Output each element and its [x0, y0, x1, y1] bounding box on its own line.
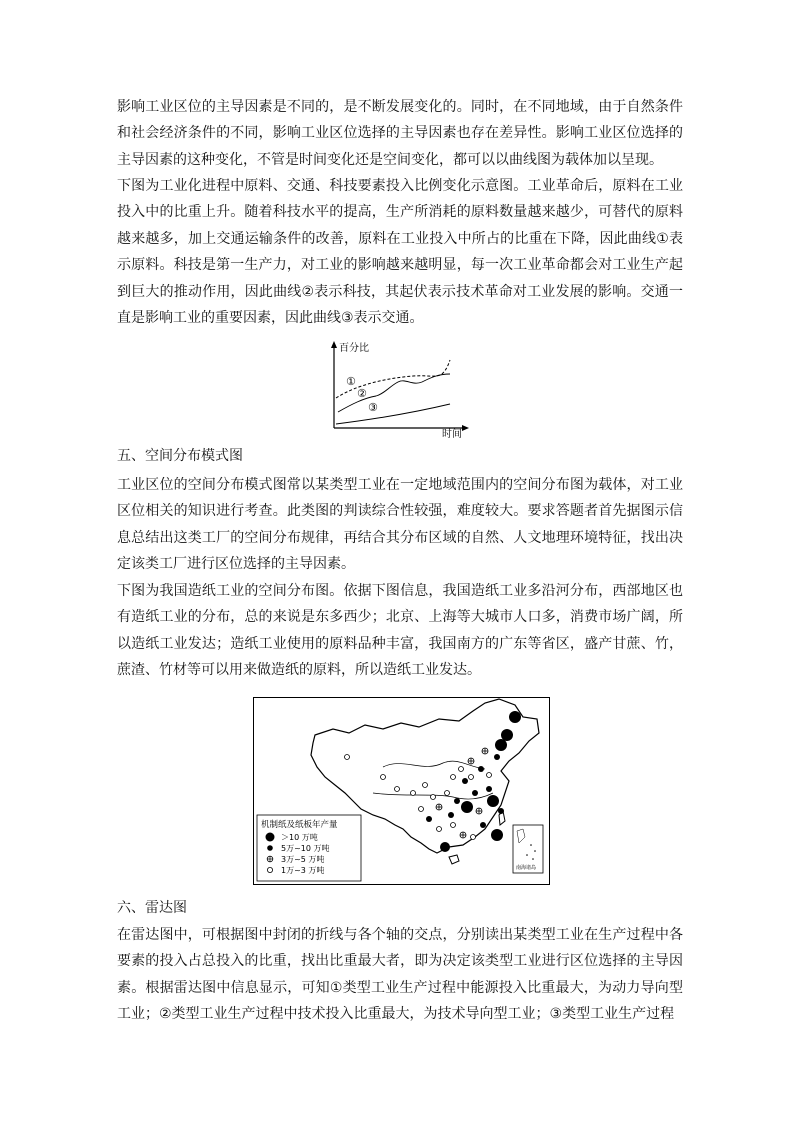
section-heading-6: 六、雷达图: [117, 900, 187, 916]
dot-medium: [494, 754, 500, 760]
dot-open: [451, 823, 456, 828]
south-sea-inset: [513, 825, 543, 873]
dot-large: [491, 829, 503, 841]
paragraph-curve-chart: 下图为工业化进程中原料、交通、科技要素投入比例变化示意图。工业革命后，原料在工业投入中的比重上升。随着科技水平的提高，生产所消耗的原料数量越来越少，可替代的原料越来越多，加上交通运输条件的改善，原料在工业投入中所占的比重在下降，因此曲线①表示原料。科技是第一生产力，对工业的影响越来越明显，每一次工业革命都会对工业生产起到巨大的推动作用，因此曲线②表示科技，其起伏表示技术革命对工业发展的影响。交通一直是影响工业的重要因素，因此曲线③表示交通。: [117, 178, 683, 327]
dot-open: [411, 791, 416, 796]
dot-open: [469, 775, 474, 780]
section-heading-5: 五、空间分布模式图: [117, 448, 243, 464]
paragraph-intro: 影响工业区位的主导因素是不同的，是不断发展变化的。同时，在不同地域，由于自然条件和社会经济条件的不同，影响工业区位选择的主导因素也存在差异性。影响工业区位选择的主导因素的这种变化，不管是时间变化还是空间变化，都可以以曲线图为载体加以呈现。: [117, 99, 683, 168]
curve-label-2: ②: [357, 387, 367, 400]
curve-transport: [336, 404, 450, 424]
curve-label-1: ①: [346, 375, 356, 388]
dot-medium: [448, 812, 454, 818]
y-axis-arrow: [331, 341, 337, 348]
legend-item-crossed: 3万~5 万吨: [281, 855, 325, 864]
dot-medium: [478, 766, 484, 772]
legend-symbol-large: [266, 833, 275, 842]
paper-industry-map: [253, 697, 550, 885]
legend-title: 机制纸及纸板年产量: [261, 820, 338, 830]
legend-symbol-medium: [267, 845, 273, 851]
paragraph-spatial-pattern: 工业区位的空间分布模式图常以某类型工业在一定地域范围内的空间分布图为载体，对工业区位相关的知识进行考查。此类图的判读综合性较强，难度较大。要求答题者首先据图示信息总结出这类工厂的空间分布规律，再结合其分布区域的自然、人文地理环境特征，找出决定该类工厂进行区位选择的主导因素。: [117, 477, 683, 573]
dot-open: [423, 783, 428, 788]
legend-symbol-open: [267, 867, 272, 872]
dot-open: [395, 787, 400, 792]
dot-open: [437, 827, 442, 832]
dot-open: [345, 755, 350, 760]
dot-medium: [486, 786, 492, 792]
dot-open: [445, 791, 450, 796]
dot-open: [459, 767, 464, 772]
x-axis-label: 时间: [442, 429, 462, 440]
dot-large: [509, 711, 521, 723]
dot-open: [381, 775, 386, 780]
dot-medium: [426, 816, 432, 822]
dot-open: [451, 775, 456, 780]
dot-large: [440, 842, 450, 852]
dot-large: [495, 739, 507, 751]
factor-curve-chart: [318, 340, 470, 440]
dot-medium: [472, 790, 478, 796]
paragraph-radar: 在雷达图中，可根据图中封闭的折线与各个轴的交点，分别读出某类型工业在生产过程中各要素的投入占总投入的比重，找出比重最大者，即为决定该类型工业进行区位选择的主导因素。根据雷达图中信息显示，可知①类型工业生产过程中能源投入比重最大，为动力导向型工业；②类型工业生产过程中技术投入比重最大，为技术导向型工业；③类型工业生产过程: [117, 927, 683, 1023]
dot-large: [501, 729, 513, 741]
legend-item-open: 1万~3 万吨: [281, 866, 325, 875]
dot-open: [419, 807, 424, 812]
legend-item-medium: 5万~10 万吨: [281, 844, 330, 853]
curve-label-3: ③: [368, 401, 378, 414]
map-legend: [257, 815, 361, 881]
dot-medium: [480, 822, 486, 828]
legend-symbol-crossed: [267, 856, 273, 862]
legend-item-large: ＞10 万吨: [281, 833, 318, 842]
x-axis-arrow: [462, 425, 469, 431]
dot-large: [461, 801, 473, 813]
dot-large: [487, 795, 499, 807]
paragraph-paper-industry: 下图为我国造纸工业的空间分布图。依据下图信息，我国造纸工业多沿河分布，西部地区也有造纸工业的分布，总的来说是东多西少；北京、上海等大城市人口多，消费市场广阔，所以造纸工业发达；造纸工业使用的原料品种丰富，我国南方的广东等省区，盛产甘蔗、竹，蔗渣、竹材等可以用来做造纸的原料，所以造纸工业发达。: [117, 583, 683, 679]
dot-medium: [462, 778, 468, 784]
dot-open: [431, 795, 436, 800]
y-axis-label: 百分比: [339, 343, 369, 354]
dot-medium: [498, 808, 504, 814]
dot-open: [487, 773, 492, 778]
inset-label: 南海诸岛: [516, 865, 537, 871]
dot-medium: [454, 798, 460, 804]
dot-open: [471, 835, 476, 840]
